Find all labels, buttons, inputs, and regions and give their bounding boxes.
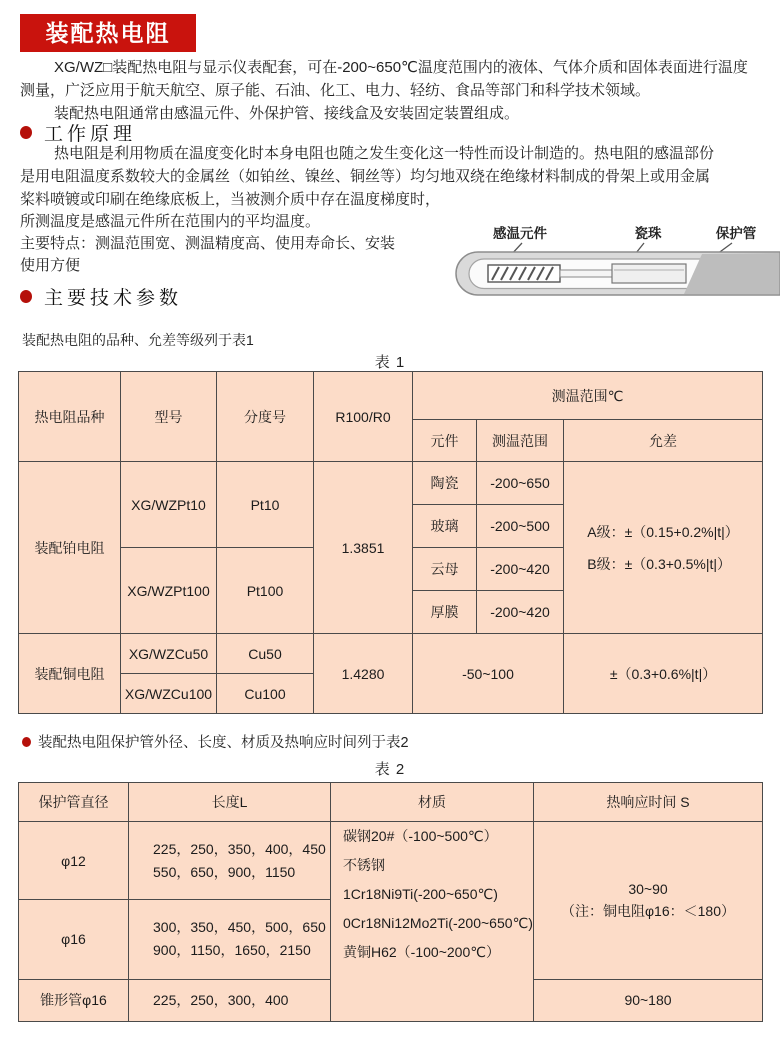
length-line: 225，250，350，400，450 [153, 840, 326, 857]
table2-protection-tubes [18, 782, 763, 1022]
header-variety: 热电阻品种 [19, 372, 121, 462]
cell-length [129, 900, 331, 979]
cell-graduation: Cu100 [217, 674, 314, 714]
header-material: 材质 [331, 783, 534, 822]
table2-intro-text: 装配热电阻保护管外径、长度、材质及热响应时间列于表2 [38, 735, 409, 751]
table-row [19, 462, 763, 505]
cell-model: XG/WZPt100 [121, 548, 217, 634]
table1-caption: 表 1 [374, 354, 406, 371]
cell-diameter: φ12 [19, 822, 129, 900]
cell-range: -200~420 [477, 548, 564, 591]
cell-element: 云母 [413, 548, 477, 591]
cell-range: -200~650 [477, 462, 564, 505]
cell-range-copper: -50~100 [413, 634, 564, 714]
cell-response-time: 90~180 [534, 979, 763, 1021]
cell-diameter: φ16 [19, 900, 129, 979]
material-line: 碳钢20#（-100~500℃） [343, 828, 498, 844]
header-response-time: 热响应时间 S [534, 783, 763, 822]
length-line: 900，1150，1650，2150 [153, 942, 311, 959]
cell-diameter: 锥形管φ16 [19, 979, 129, 1021]
diagram-label-sensor: 感温元件 [493, 226, 547, 241]
table1-intro-text: 装配热电阻的品种、允差等级列于表1 [22, 332, 254, 348]
cell-length [129, 979, 331, 1021]
cell-response-time [534, 822, 763, 980]
length-line: 550，650，900，1150 [153, 863, 296, 880]
list-bullet-icon [22, 737, 31, 747]
rtd-probe-diagram [452, 222, 780, 297]
material-line: 0Cr18Ni12Mo2Ti(-200~650℃) [343, 915, 533, 931]
table2-caption: 表 2 [374, 761, 406, 778]
cell-variety-copper: 装配铜电阻 [19, 634, 121, 714]
header-length: 长度L [129, 783, 331, 822]
cell-tolerance-copper: ±（0.3+0.6%|t|） [564, 634, 763, 714]
tolerance-lines [587, 516, 739, 580]
cell-model: XG/WZCu50 [121, 634, 217, 674]
length-line: 225，250，300，400 [153, 991, 289, 1008]
cell-element: 陶瓷 [413, 462, 477, 505]
ceramic-bead [612, 264, 686, 283]
lead-stem [560, 270, 612, 277]
cell-graduation: Cu50 [217, 634, 314, 674]
principle-line: 所测温度是感温元件所在范围内的平均温度。 [20, 213, 321, 230]
cell-range: -200~500 [477, 505, 564, 548]
principle-line: 是用电阻温度系数较大的金属丝（如铂丝、镍丝、铜丝等）均匀地双绕在绝缘材料制成的骨架上或用金属 [20, 168, 711, 185]
response-line: 30~90 [628, 881, 668, 898]
cell-graduation: Pt10 [217, 462, 314, 548]
intro-line: XG/WZ□装配热电阻与显示仪表配套，可在-200~650℃温度范围内的液体、气体介质和固体表面进行温度 [54, 59, 748, 76]
tolerance-line: B级：±（0.3+0.5%|t|） [587, 555, 731, 572]
principle-line: 主要特点：测温范围宽、测温精度高、使用寿命长、安装 [20, 235, 396, 252]
cell-ratio-copper: 1.4280 [314, 634, 413, 714]
cell-model: XG/WZCu100 [121, 674, 217, 714]
cell-element: 玻璃 [413, 505, 477, 548]
header-element: 元件 [413, 420, 477, 462]
material-line: 黄铜H62（-100~200℃） [343, 944, 500, 960]
header-range: 测温范围 [477, 420, 564, 462]
length-line: 300，350，450，500，650 [153, 919, 326, 936]
intro-line: 装配热电阻通常由感温元件、外保护管、接线盒及安装固定装置组成。 [54, 105, 520, 122]
tolerance-line: A级：±（0.15+0.2%|t|） [587, 523, 739, 540]
table1-rtd-varieties [18, 371, 763, 714]
cell-length [129, 822, 331, 900]
principle-line: 使用方便 [20, 257, 81, 274]
diagram-label-tube: 保护管 [715, 226, 757, 241]
cell-ratio-platinum: 1.3851 [314, 462, 413, 634]
cell-material [331, 822, 534, 1022]
cell-model: XG/WZPt10 [121, 462, 217, 548]
header-graduation: 分度号 [217, 372, 314, 462]
response-note: （注：铜电阻φ16：＜180） [560, 903, 735, 920]
diagram-label-bead: 瓷珠 [634, 226, 662, 241]
cell-graduation: Pt100 [217, 548, 314, 634]
section-bullet-icon [20, 290, 32, 303]
header-range-group: 测温范围℃ [413, 372, 763, 420]
table-row [19, 822, 763, 900]
section-title-params: 主要技术参数 [44, 288, 183, 309]
header-ratio: R100/R0 [314, 372, 413, 462]
cell-range: -200~420 [477, 591, 564, 634]
cell-element: 厚膜 [413, 591, 477, 634]
header-model: 型号 [121, 372, 217, 462]
header-tolerance: 允差 [564, 420, 763, 462]
page-title-banner: 装配热电阻 [20, 14, 196, 52]
principle-line: 热电阻是利用物质在温度变化时本身电阻也随之发生变化这一特性而设计制造的。热电阻的感温部份 [54, 145, 715, 162]
section-bullet-icon [20, 126, 32, 139]
table-row [19, 634, 763, 674]
section-title-principle: 工作原理 [44, 124, 137, 145]
table-row [19, 783, 763, 822]
cell-tolerance-platinum [564, 462, 763, 634]
material-line: 不锈钢1Cr18Ni9Ti(-200~650℃) [343, 857, 498, 902]
cell-variety-platinum: 装配铂电阻 [19, 462, 121, 634]
principle-line: 桨料喷镀或印刷在绝缘底板上，当被测介质中存在温度梯度时， [20, 191, 441, 208]
header-diameter: 保护管直径 [19, 783, 129, 822]
table-row [19, 372, 763, 420]
intro-line: 测量，广泛应用于航天航空、原子能、石油、化工、电力、轻纺、食品等部门和科学技术领域。 [20, 82, 651, 99]
